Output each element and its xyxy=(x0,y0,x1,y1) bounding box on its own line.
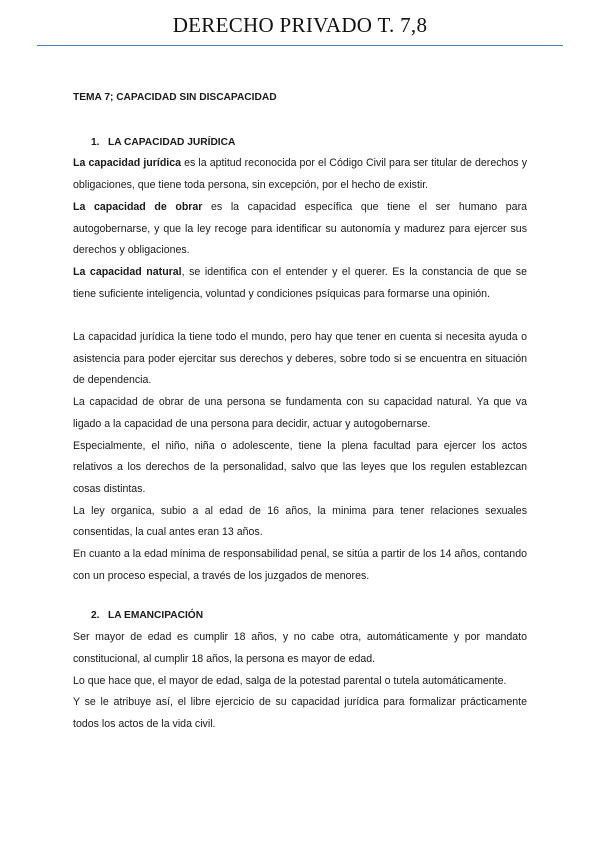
title-divider xyxy=(37,45,563,46)
term-capacidad-obrar: La capacidad de obrar xyxy=(73,200,203,213)
paragraph-capacidad-juridica xyxy=(73,153,527,196)
spacer xyxy=(73,305,527,327)
paragraph-capacidad-natural xyxy=(73,262,527,305)
section-2-number: 2. xyxy=(91,610,100,622)
spacer xyxy=(73,587,527,605)
page-title: DERECHO PRIVADO T. 7,8 xyxy=(172,13,428,37)
term-capacidad-natural: La capacidad natural xyxy=(73,265,182,278)
paragraph: La capacidad de obrar de una persona se fundamenta con su capacidad natural. Ya que va ligado a la capacidad de una persona para decidir, actuar y autogobernarse. xyxy=(73,396,527,430)
paragraph: Especialmente, el niño, niña o adolescente, tiene la plena facultad para ejercer los actos relativos a los derechos de la personalidad, salvo que las leyes que los regulen establezcan cosas distintas. xyxy=(73,439,527,495)
paragraph: Y se le atribuye así, el libre ejercicio de su capacidad jurídica para formalizar prácticamente todos los actos de la vida civil. xyxy=(73,696,527,730)
paragraph-capacidad-obrar xyxy=(73,197,527,262)
section-1-heading xyxy=(73,132,527,154)
text-capacidad-obrar: es la capacidad específica que tiene el ser humano para autogobernarse, y que la ley recoge para identificar su autonomía y madurez para ejercer sus derechos y obligaciones. xyxy=(73,200,527,257)
section-2-heading xyxy=(73,605,527,627)
text-capacidad-juridica: es la aptitud reconocida por el Código Civil para ser titular de derechos y obligaciones, que tiene toda persona, sin excepción, por el hecho de existir. xyxy=(73,157,527,192)
section-1-title: LA CAPACIDAD JURÍDICA xyxy=(108,136,236,148)
document-body xyxy=(73,87,527,736)
paragraph: Ser mayor de edad es cumplir 18 años, y no cabe otra, automáticamente y por mandato constitucional, al cumplir 18 años, la persona es mayor de edad. xyxy=(73,631,527,665)
section-1-number: 1. xyxy=(91,136,100,148)
paragraph: Lo que hace que, el mayor de edad, salga de la potestad parental o tutela automáticamente. xyxy=(73,674,507,687)
paragraph: En cuanto a la edad mínima de responsabilidad penal, se sitúa a partir de los 14 años, contando con un proceso especial, a través de los juzgados de menores. xyxy=(73,548,527,582)
section-2-title: LA EMANCIPACIÓN xyxy=(108,610,204,622)
term-capacidad-juridica: La capacidad jurídica xyxy=(73,157,182,170)
tema-heading: TEMA 7; CAPACIDAD SIN DISCAPACIDAD xyxy=(73,92,277,103)
text-capacidad-natural: , se identifica con el entender y el querer. Es la constancia de que se tiene suficiente inteligencia, voluntad y condiciones psíquicas para formarse una opinión. xyxy=(73,265,527,300)
paragraph: La ley organica, subio a al edad de 16 años, la minima para tener relaciones sexuales consentidas, la cual antes eran 13 años. xyxy=(73,504,527,539)
paragraph: La capacidad jurídica la tiene todo el mundo, pero hay que tener en cuenta si necesita ayuda o asistencia para poder ejercitar sus derechos y deberes, sobre todo si se encuentra en situación de dependencia. xyxy=(73,331,527,387)
